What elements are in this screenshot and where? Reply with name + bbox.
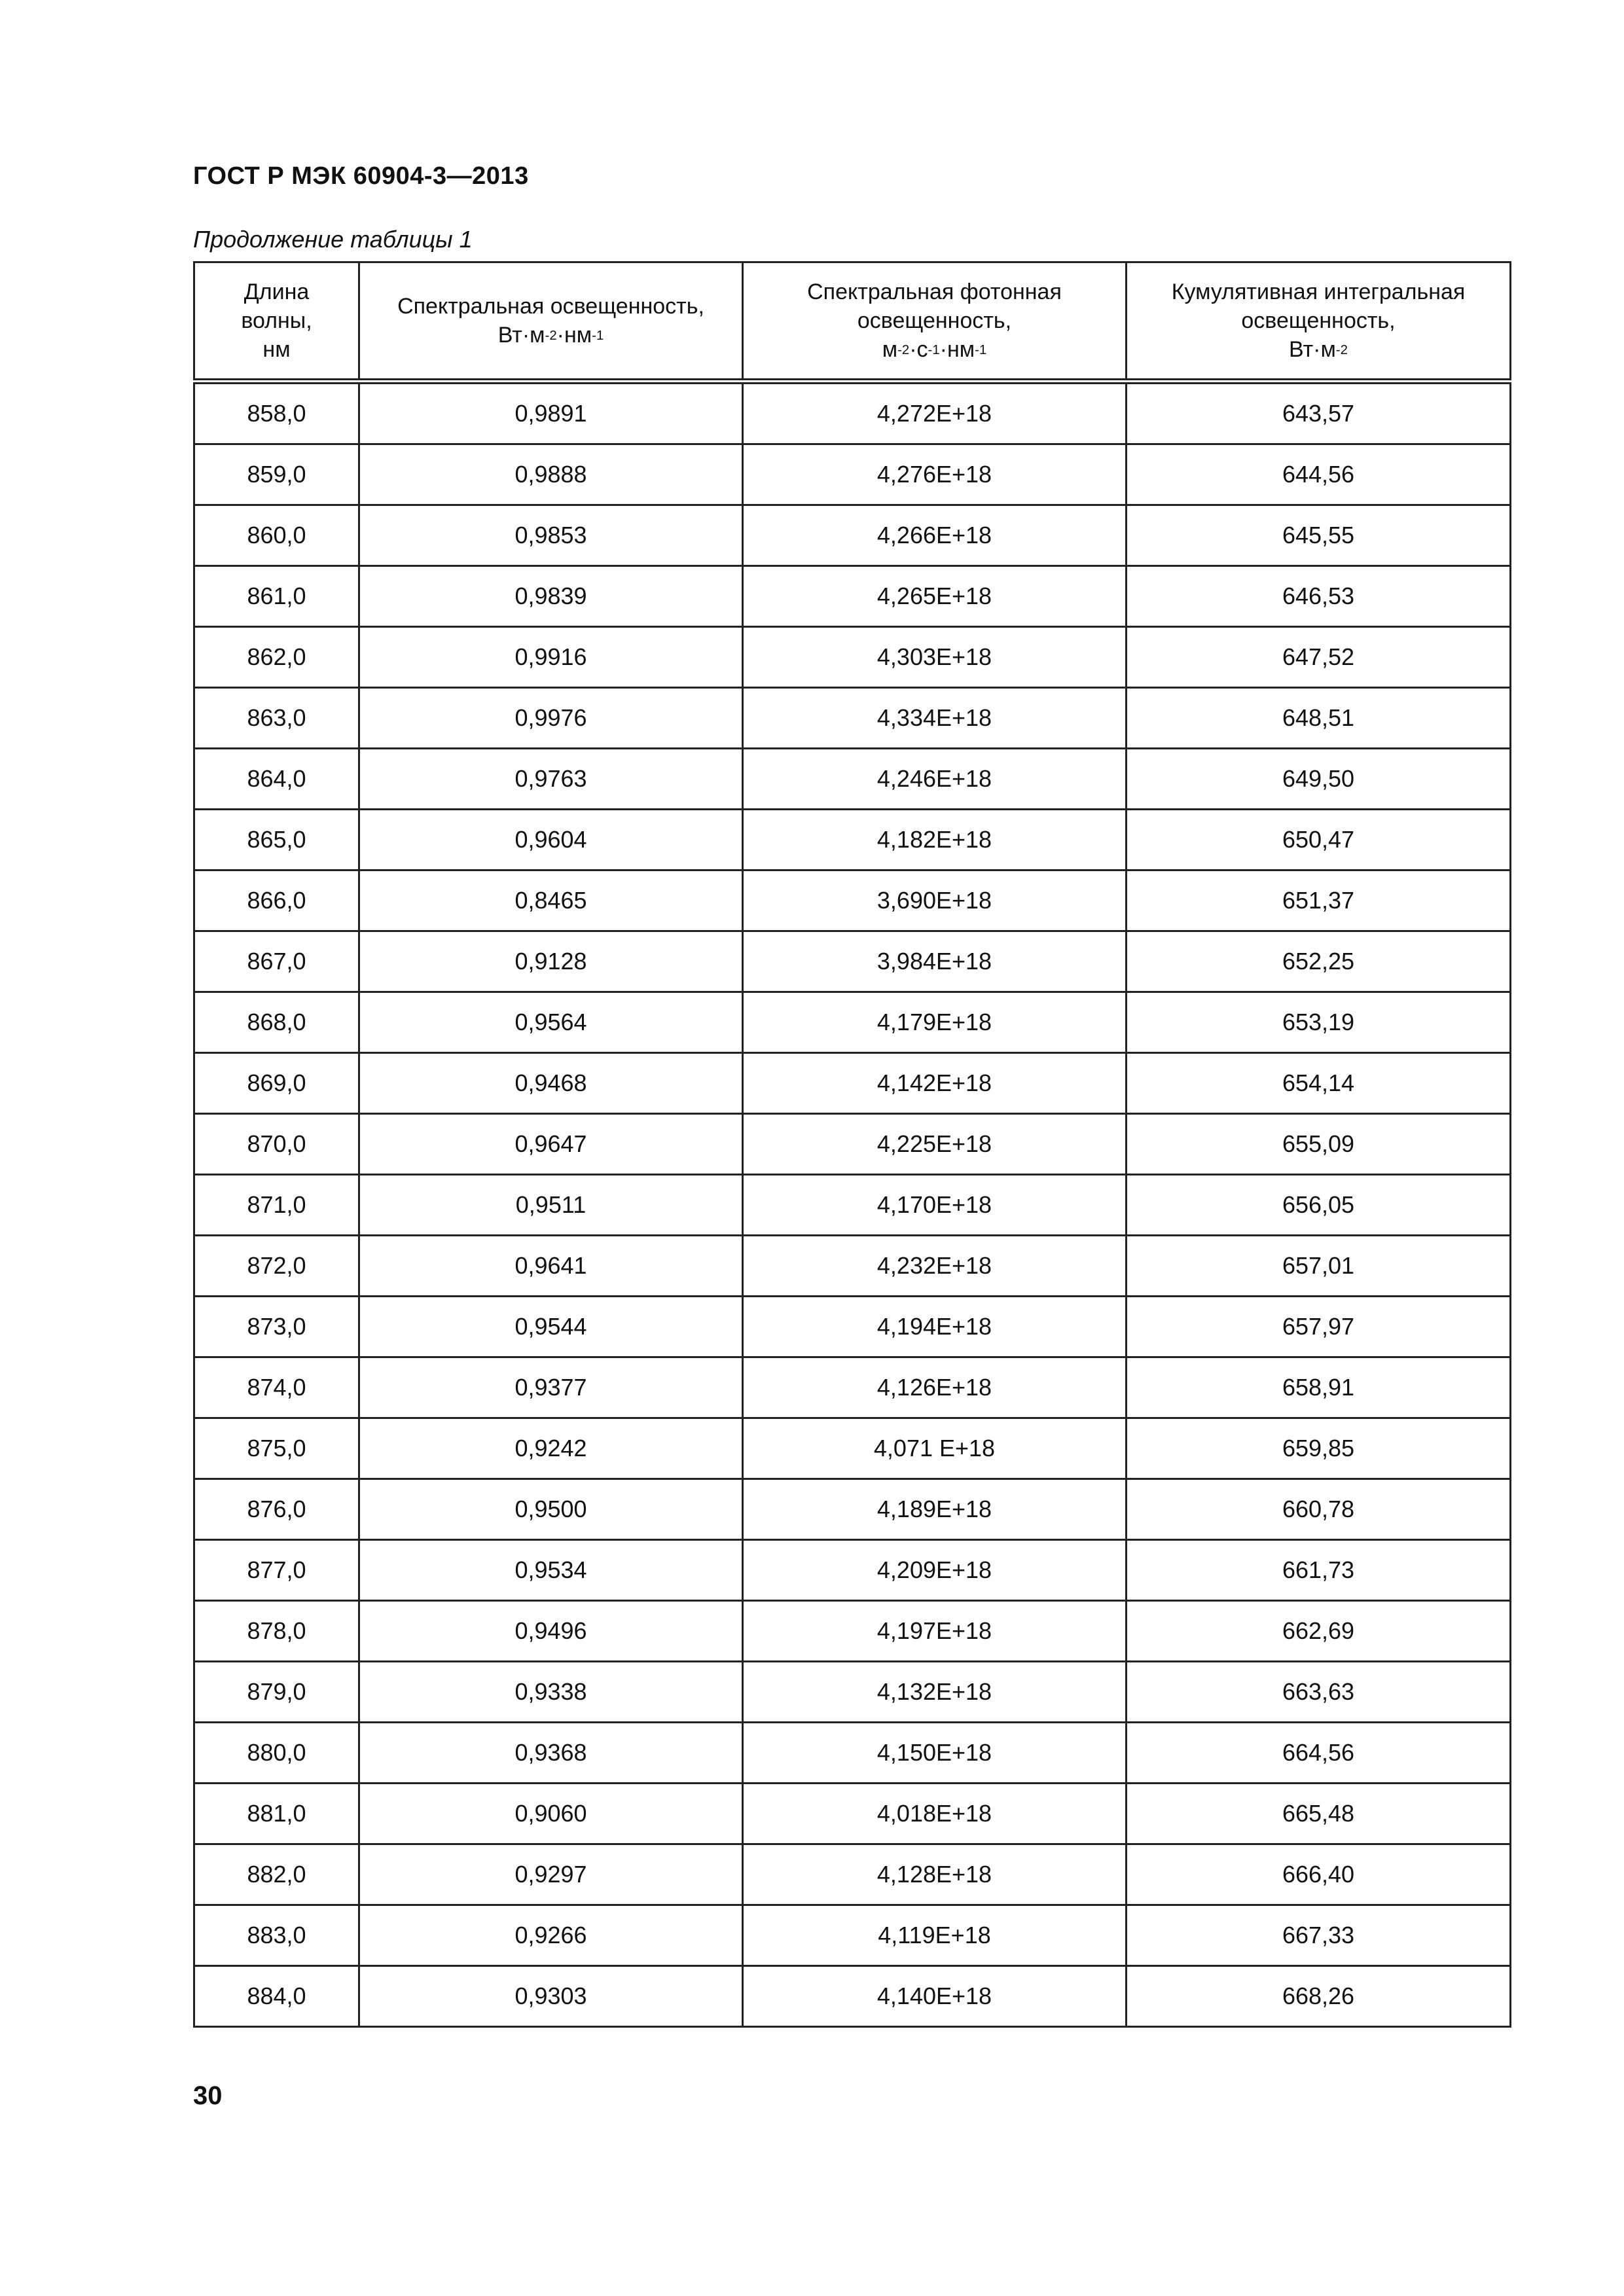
cell-wavelength: 881,0 [194, 1784, 359, 1844]
cell-spectral-irradiance: 0,9604 [359, 810, 743, 870]
cell-photon-irradiance: 4,303E+18 [743, 627, 1127, 688]
cell-spectral-irradiance: 0,9853 [359, 505, 743, 566]
table-row [194, 382, 1511, 444]
cell-photon-irradiance: 4,265E+18 [743, 566, 1127, 627]
cell-photon-irradiance: 4,182E+18 [743, 810, 1127, 870]
cell-spectral-irradiance: 0,9916 [359, 627, 743, 688]
header-line: освещенность, [857, 308, 1012, 333]
cell-cumulative-irradiance: 659,85 [1127, 1418, 1511, 1479]
cell-wavelength: 868,0 [194, 992, 359, 1053]
table-row [194, 1723, 1511, 1784]
cell-wavelength: 866,0 [194, 870, 359, 931]
cell-wavelength: 883,0 [194, 1905, 359, 1966]
cell-photon-irradiance: 4,140E+18 [743, 1966, 1127, 2027]
cell-photon-irradiance: 4,179E+18 [743, 992, 1127, 1053]
cell-spectral-irradiance: 0,9500 [359, 1479, 743, 1540]
cell-wavelength: 884,0 [194, 1966, 359, 2027]
cell-spectral-irradiance: 0,9368 [359, 1723, 743, 1784]
header-line: волны, [241, 308, 312, 333]
header-line: Спектральная фотонная [807, 279, 1062, 304]
cell-spectral-irradiance: 0,9891 [359, 382, 743, 444]
table-row [194, 1114, 1511, 1175]
cell-cumulative-irradiance: 646,53 [1127, 566, 1511, 627]
cell-wavelength: 877,0 [194, 1540, 359, 1601]
cell-cumulative-irradiance: 644,56 [1127, 444, 1511, 505]
cell-spectral-irradiance: 0,9888 [359, 444, 743, 505]
cell-cumulative-irradiance: 655,09 [1127, 1114, 1511, 1175]
cell-spectral-irradiance: 0,9839 [359, 566, 743, 627]
table-row [194, 1175, 1511, 1236]
table-row [194, 1479, 1511, 1540]
cell-photon-irradiance: 4,150E+18 [743, 1723, 1127, 1784]
header-line: $Вт\cdot м^{-2}$ [1289, 337, 1348, 362]
cell-photon-irradiance: 4,209E+18 [743, 1540, 1127, 1601]
cell-spectral-irradiance: 0,9266 [359, 1905, 743, 1966]
table-row [194, 688, 1511, 749]
table-row [194, 1844, 1511, 1905]
cell-wavelength: 871,0 [194, 1175, 359, 1236]
column-header-wavelength [194, 262, 359, 382]
cell-photon-irradiance: 4,132E+18 [743, 1662, 1127, 1723]
cell-cumulative-irradiance: 656,05 [1127, 1175, 1511, 1236]
page-number: 30 [193, 2081, 223, 2110]
table-row [194, 1966, 1511, 2027]
table-row [194, 1784, 1511, 1844]
table-row [194, 870, 1511, 931]
cell-cumulative-irradiance: 652,25 [1127, 931, 1511, 992]
cell-wavelength: 858,0 [194, 382, 359, 444]
table-caption: Продолжение таблицы 1 [193, 226, 473, 253]
cell-cumulative-irradiance: 654,14 [1127, 1053, 1511, 1114]
cell-spectral-irradiance: 0,9060 [359, 1784, 743, 1844]
cell-wavelength: 870,0 [194, 1114, 359, 1175]
cell-photon-irradiance: 4,194E+18 [743, 1297, 1127, 1357]
cell-photon-irradiance: 4,071 E+18 [743, 1418, 1127, 1479]
table-row [194, 1236, 1511, 1297]
cell-cumulative-irradiance: 664,56 [1127, 1723, 1511, 1784]
cell-wavelength: 882,0 [194, 1844, 359, 1905]
cell-photon-irradiance: 4,142E+18 [743, 1053, 1127, 1114]
header-line: Спектральная освещенность, [397, 294, 704, 319]
cell-wavelength: 860,0 [194, 505, 359, 566]
table-row [194, 566, 1511, 627]
header-line: освещенность, [1241, 308, 1396, 333]
cell-cumulative-irradiance: 650,47 [1127, 810, 1511, 870]
cell-cumulative-irradiance: 665,48 [1127, 1784, 1511, 1844]
cell-spectral-irradiance: 0,9128 [359, 931, 743, 992]
cell-spectral-irradiance: 0,9641 [359, 1236, 743, 1297]
cell-cumulative-irradiance: 657,97 [1127, 1297, 1511, 1357]
table-row [194, 627, 1511, 688]
cell-photon-irradiance: 4,232E+18 [743, 1236, 1127, 1297]
table-body [194, 382, 1511, 2027]
cell-spectral-irradiance: 0,9338 [359, 1662, 743, 1723]
cell-photon-irradiance: 4,126E+18 [743, 1357, 1127, 1418]
cell-spectral-irradiance: 0,9511 [359, 1175, 743, 1236]
cell-photon-irradiance: 3,690E+18 [743, 870, 1127, 931]
table-header-row [194, 262, 1511, 382]
cell-wavelength: 862,0 [194, 627, 359, 688]
cell-photon-irradiance: 4,119E+18 [743, 1905, 1127, 1966]
cell-photon-irradiance: 4,189E+18 [743, 1479, 1127, 1540]
cell-wavelength: 864,0 [194, 749, 359, 810]
column-header-cumulative-irradiance [1127, 262, 1511, 382]
table-row [194, 1905, 1511, 1966]
cell-spectral-irradiance: 0,9534 [359, 1540, 743, 1601]
column-header-photon-irradiance [743, 262, 1127, 382]
cell-photon-irradiance: 4,197E+18 [743, 1601, 1127, 1662]
cell-photon-irradiance: 4,018E+18 [743, 1784, 1127, 1844]
cell-wavelength: 869,0 [194, 1053, 359, 1114]
cell-wavelength: 878,0 [194, 1601, 359, 1662]
table-row [194, 505, 1511, 566]
header-line: $Вт\cdot м^{-2}\cdot нм^{-1}$ [497, 323, 604, 348]
cell-spectral-irradiance: 0,9763 [359, 749, 743, 810]
table-row [194, 1540, 1511, 1601]
cell-spectral-irradiance: 0,9544 [359, 1297, 743, 1357]
cell-cumulative-irradiance: 649,50 [1127, 749, 1511, 810]
table-row [194, 1297, 1511, 1357]
cell-cumulative-irradiance: 648,51 [1127, 688, 1511, 749]
cell-photon-irradiance: 3,984E+18 [743, 931, 1127, 992]
cell-cumulative-irradiance: 643,57 [1127, 382, 1511, 444]
table-row [194, 1601, 1511, 1662]
table-row [194, 992, 1511, 1053]
table-row [194, 1418, 1511, 1479]
cell-wavelength: 880,0 [194, 1723, 359, 1784]
document-title: ГОСТ Р МЭК 60904-3—2013 [193, 162, 529, 190]
cell-wavelength: 875,0 [194, 1418, 359, 1479]
cell-spectral-irradiance: 0,9976 [359, 688, 743, 749]
cell-wavelength: 867,0 [194, 931, 359, 992]
cell-cumulative-irradiance: 662,69 [1127, 1601, 1511, 1662]
table-row [194, 1357, 1511, 1418]
cell-cumulative-irradiance: 653,19 [1127, 992, 1511, 1053]
cell-spectral-irradiance: 0,9297 [359, 1844, 743, 1905]
cell-cumulative-irradiance: 645,55 [1127, 505, 1511, 566]
header-line: Кумулятивная интегральная [1171, 279, 1466, 304]
cell-wavelength: 873,0 [194, 1297, 359, 1357]
table-row [194, 931, 1511, 992]
cell-photon-irradiance: 4,170E+18 [743, 1175, 1127, 1236]
cell-cumulative-irradiance: 666,40 [1127, 1844, 1511, 1905]
cell-cumulative-irradiance: 657,01 [1127, 1236, 1511, 1297]
cell-cumulative-irradiance: 651,37 [1127, 870, 1511, 931]
cell-spectral-irradiance: 0,8465 [359, 870, 743, 931]
cell-wavelength: 859,0 [194, 444, 359, 505]
spectral-irradiance-table [193, 261, 1511, 2028]
cell-cumulative-irradiance: 647,52 [1127, 627, 1511, 688]
cell-wavelength: 872,0 [194, 1236, 359, 1297]
cell-wavelength: 861,0 [194, 566, 359, 627]
cell-photon-irradiance: 4,225E+18 [743, 1114, 1127, 1175]
cell-spectral-irradiance: 0,9647 [359, 1114, 743, 1175]
cell-spectral-irradiance: 0,9496 [359, 1601, 743, 1662]
header-line: нм [262, 337, 291, 362]
table-row [194, 444, 1511, 505]
cell-cumulative-irradiance: 667,33 [1127, 1905, 1511, 1966]
cell-spectral-irradiance: 0,9564 [359, 992, 743, 1053]
cell-photon-irradiance: 4,246E+18 [743, 749, 1127, 810]
cell-spectral-irradiance: 0,9303 [359, 1966, 743, 2027]
cell-wavelength: 865,0 [194, 810, 359, 870]
cell-spectral-irradiance: 0,9468 [359, 1053, 743, 1114]
cell-cumulative-irradiance: 668,26 [1127, 1966, 1511, 2027]
cell-cumulative-irradiance: 660,78 [1127, 1479, 1511, 1540]
table-row [194, 749, 1511, 810]
cell-wavelength: 863,0 [194, 688, 359, 749]
cell-cumulative-irradiance: 663,63 [1127, 1662, 1511, 1723]
cell-photon-irradiance: 4,266E+18 [743, 505, 1127, 566]
table-row [194, 1053, 1511, 1114]
table-row [194, 1662, 1511, 1723]
cell-photon-irradiance: 4,276E+18 [743, 444, 1127, 505]
cell-photon-irradiance: 4,128E+18 [743, 1844, 1127, 1905]
header-line: Длина [244, 279, 310, 304]
cell-wavelength: 879,0 [194, 1662, 359, 1723]
table-row [194, 810, 1511, 870]
column-header-spectral-irradiance [359, 262, 743, 382]
cell-spectral-irradiance: 0,9242 [359, 1418, 743, 1479]
cell-spectral-irradiance: 0,9377 [359, 1357, 743, 1418]
cell-cumulative-irradiance: 658,91 [1127, 1357, 1511, 1418]
cell-wavelength: 874,0 [194, 1357, 359, 1418]
cell-cumulative-irradiance: 661,73 [1127, 1540, 1511, 1601]
header-line: $м^{-2}\cdot с^{-1}\cdot нм^{-1}$ [882, 337, 987, 362]
cell-wavelength: 876,0 [194, 1479, 359, 1540]
cell-photon-irradiance: 4,272E+18 [743, 382, 1127, 444]
cell-photon-irradiance: 4,334E+18 [743, 688, 1127, 749]
